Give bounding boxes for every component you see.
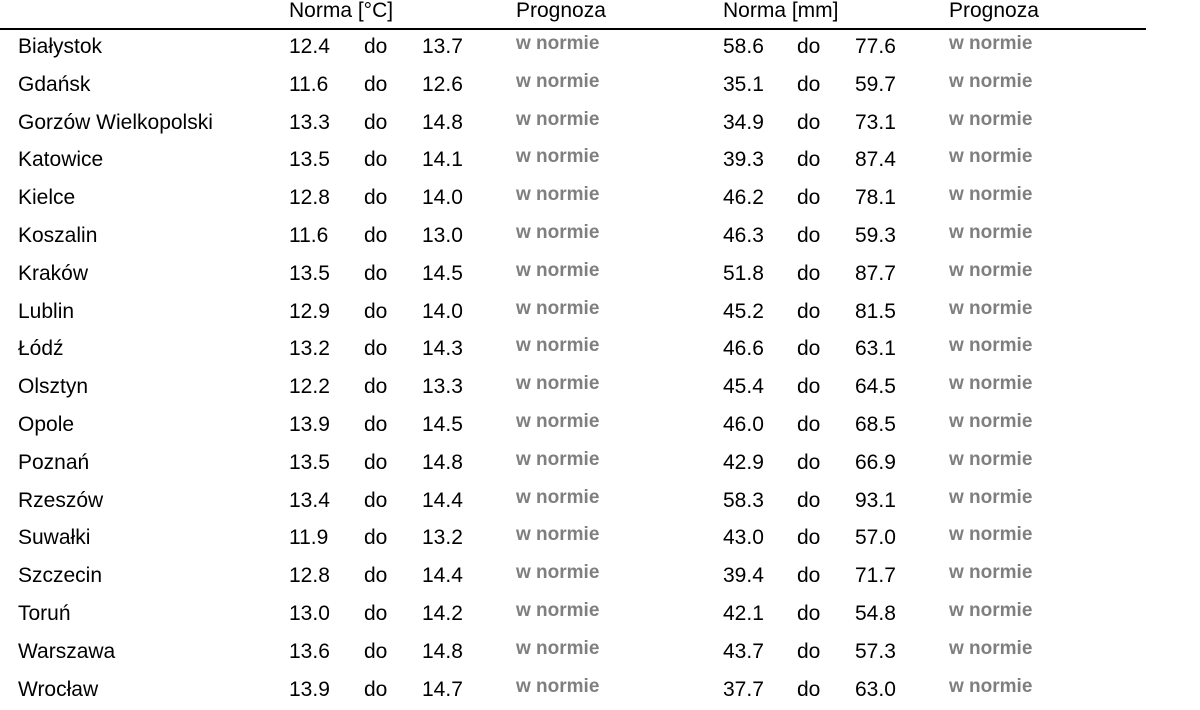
precip-max-cell: 87.4 xyxy=(855,148,896,172)
table-row xyxy=(0,143,1200,181)
temp-max-cell: 14.8 xyxy=(422,639,463,663)
precip-min-cell: 58.6 xyxy=(723,35,764,58)
table-row xyxy=(0,68,1200,106)
precip-forecast-cell: w normie xyxy=(949,335,1033,357)
city-cell: Gorzów Wielkopolski xyxy=(18,110,213,134)
city-cell: Suwałki xyxy=(18,526,91,550)
temp-min-cell: 13.5 xyxy=(289,148,330,172)
temp-separator: do xyxy=(364,677,388,701)
precip-max-cell: 81.5 xyxy=(855,299,896,323)
table-row xyxy=(0,332,1200,370)
temp-min-cell: 13.6 xyxy=(289,639,330,663)
temp-max-cell: 14.1 xyxy=(422,148,463,172)
precip-min-cell: 45.2 xyxy=(723,299,764,323)
table-row xyxy=(0,181,1200,219)
temp-forecast-cell: w normie xyxy=(516,637,600,659)
temp-forecast-cell: w normie xyxy=(516,562,600,584)
city-cell: Warszawa xyxy=(18,639,116,663)
precip-forecast-cell: w normie xyxy=(949,448,1033,470)
precip-min-cell: 58.3 xyxy=(723,488,764,512)
table-row xyxy=(0,219,1200,257)
precip-min-cell: 46.0 xyxy=(723,413,764,436)
precip-min-cell: 35.1 xyxy=(723,72,764,96)
temp-max-cell: 14.8 xyxy=(422,450,463,474)
precip-max-cell: 57.3 xyxy=(855,639,896,663)
city-cell: Toruń xyxy=(18,602,71,625)
precip-forecast-cell: w normie xyxy=(949,297,1033,319)
precip-separator: do xyxy=(797,639,821,663)
precip-forecast-cell: w normie xyxy=(949,259,1033,281)
city-cell: Lublin xyxy=(18,299,75,323)
precip-forecast-cell: w normie xyxy=(949,486,1033,508)
temp-separator: do xyxy=(364,186,388,210)
table-row xyxy=(0,673,1200,710)
precip-max-cell: 68.5 xyxy=(855,413,896,436)
temp-forecast-cell: w normie xyxy=(516,33,600,54)
table-row xyxy=(0,295,1200,333)
temp-min-cell: 13.0 xyxy=(289,602,330,625)
precip-min-cell: 43.7 xyxy=(723,639,764,663)
precip-forecast-cell: w normie xyxy=(949,524,1033,546)
temp-separator: do xyxy=(364,602,388,625)
city-cell: Białystok xyxy=(18,35,103,58)
city-cell: Koszalin xyxy=(18,224,98,247)
temp-min-cell: 13.5 xyxy=(289,450,330,474)
precip-max-cell: 73.1 xyxy=(855,110,896,134)
table-header xyxy=(0,0,1146,30)
table-row xyxy=(0,484,1200,522)
precip-separator: do xyxy=(797,224,821,247)
city-cell: Katowice xyxy=(18,148,104,172)
temp-forecast-cell: w normie xyxy=(516,297,600,319)
temp-separator: do xyxy=(364,72,388,96)
table-row xyxy=(0,597,1200,635)
table-row xyxy=(0,446,1200,484)
temp-min-cell: 11.6 xyxy=(289,224,329,247)
temp-forecast-cell: w normie xyxy=(516,486,600,508)
precip-forecast-cell: w normie xyxy=(949,675,1033,697)
precip-max-cell: 77.6 xyxy=(855,35,896,58)
table-row xyxy=(0,521,1200,559)
precip-separator: do xyxy=(797,488,821,512)
precip-forecast-cell: w normie xyxy=(949,33,1033,54)
precip-max-cell: 78.1 xyxy=(855,186,896,210)
precip-separator: do xyxy=(797,450,821,474)
precip-min-cell: 34.9 xyxy=(723,110,764,134)
temp-separator: do xyxy=(364,299,388,323)
temp-min-cell: 12.2 xyxy=(289,375,330,399)
temp-forecast-cell: w normie xyxy=(516,184,600,206)
header-precip-norm: Norma [mm] xyxy=(723,0,839,22)
precip-max-cell: 57.0 xyxy=(855,526,896,550)
table-row xyxy=(0,106,1200,144)
city-cell: Olsztyn xyxy=(18,375,89,399)
temp-forecast-cell: w normie xyxy=(516,373,600,395)
temp-separator: do xyxy=(364,148,388,172)
precip-max-cell: 59.7 xyxy=(855,72,896,96)
precip-separator: do xyxy=(797,110,821,134)
temp-separator: do xyxy=(364,564,388,588)
precip-forecast-cell: w normie xyxy=(949,600,1033,621)
precip-min-cell: 39.3 xyxy=(723,148,764,172)
precip-min-cell: 37.7 xyxy=(723,677,764,701)
temp-forecast-cell: w normie xyxy=(516,675,600,697)
temp-max-cell: 13.2 xyxy=(422,526,463,550)
precip-min-cell: 51.8 xyxy=(723,261,764,285)
temp-separator: do xyxy=(364,488,388,512)
precip-separator: do xyxy=(797,337,821,361)
precip-forecast-cell: w normie xyxy=(949,70,1033,92)
temp-forecast-cell: w normie xyxy=(516,335,600,357)
precip-max-cell: 66.9 xyxy=(855,450,896,474)
temp-min-cell: 12.8 xyxy=(289,564,330,588)
city-cell: Szczecin xyxy=(18,564,103,588)
precip-separator: do xyxy=(797,72,821,96)
table-row xyxy=(0,559,1200,597)
precip-min-cell: 42.9 xyxy=(723,450,764,474)
city-cell: Wrocław xyxy=(18,677,99,701)
temp-max-cell: 12.6 xyxy=(422,72,463,96)
precip-max-cell: 64.5 xyxy=(855,375,896,399)
city-cell: Łódź xyxy=(18,337,64,361)
precip-separator: do xyxy=(797,413,821,436)
precip-forecast-cell: w normie xyxy=(949,562,1033,584)
precip-min-cell: 39.4 xyxy=(723,564,764,588)
city-cell: Gdańsk xyxy=(18,72,91,96)
table-row xyxy=(0,30,1200,68)
temp-forecast-cell: w normie xyxy=(516,411,600,432)
precip-separator: do xyxy=(797,35,821,58)
temp-separator: do xyxy=(364,224,388,247)
city-cell: Poznań xyxy=(18,450,90,474)
precip-max-cell: 93.1 xyxy=(855,488,896,512)
table-row xyxy=(0,635,1200,673)
temp-min-cell: 13.5 xyxy=(289,261,330,285)
temp-max-cell: 14.4 xyxy=(422,564,463,588)
precip-max-cell: 71.7 xyxy=(855,564,896,588)
precip-max-cell: 63.1 xyxy=(855,337,896,361)
precip-min-cell: 46.3 xyxy=(723,224,764,247)
precip-separator: do xyxy=(797,602,821,625)
temp-forecast-cell: w normie xyxy=(516,222,600,243)
precip-separator: do xyxy=(797,677,821,701)
temp-max-cell: 13.7 xyxy=(422,35,463,58)
temp-min-cell: 11.6 xyxy=(289,72,329,96)
precip-forecast-cell: w normie xyxy=(949,222,1033,243)
precip-separator: do xyxy=(797,375,821,399)
temp-max-cell: 13.3 xyxy=(422,375,463,399)
temp-min-cell: 12.8 xyxy=(289,186,330,210)
temp-min-cell: 11.9 xyxy=(289,526,329,550)
temp-forecast-cell: w normie xyxy=(516,70,600,92)
city-cell: Rzeszów xyxy=(18,488,104,512)
temp-max-cell: 14.2 xyxy=(422,602,463,625)
temp-max-cell: 14.3 xyxy=(422,337,463,361)
temp-forecast-cell: w normie xyxy=(516,146,600,168)
temp-min-cell: 13.9 xyxy=(289,413,330,436)
precip-min-cell: 43.0 xyxy=(723,526,764,550)
temp-max-cell: 14.5 xyxy=(422,413,463,436)
temp-max-cell: 14.0 xyxy=(422,186,463,210)
precip-min-cell: 46.2 xyxy=(723,186,764,210)
temp-min-cell: 12.4 xyxy=(289,35,330,58)
temp-max-cell: 13.0 xyxy=(422,224,463,247)
temp-separator: do xyxy=(364,110,388,134)
temp-max-cell: 14.8 xyxy=(422,110,463,134)
temp-separator: do xyxy=(364,261,388,285)
temp-max-cell: 14.5 xyxy=(422,261,463,285)
temp-min-cell: 13.3 xyxy=(289,110,330,134)
city-cell: Kraków xyxy=(18,261,89,285)
precip-max-cell: 54.8 xyxy=(855,602,896,625)
precip-separator: do xyxy=(797,148,821,172)
temp-min-cell: 13.2 xyxy=(289,337,330,361)
header-precip-forecast: Prognoza xyxy=(949,0,1039,22)
temp-separator: do xyxy=(364,413,388,436)
temp-max-cell: 14.0 xyxy=(422,299,463,323)
temp-separator: do xyxy=(364,526,388,550)
precip-forecast-cell: w normie xyxy=(949,411,1033,432)
temp-max-cell: 14.7 xyxy=(422,677,463,701)
temp-forecast-cell: w normie xyxy=(516,524,600,546)
temp-min-cell: 13.4 xyxy=(289,488,330,512)
precip-min-cell: 42.1 xyxy=(723,602,764,625)
temp-separator: do xyxy=(364,450,388,474)
header-temp-forecast: Prognoza xyxy=(516,0,606,22)
precip-forecast-cell: w normie xyxy=(949,637,1033,659)
precip-separator: do xyxy=(797,299,821,323)
temp-max-cell: 14.4 xyxy=(422,488,463,512)
precip-separator: do xyxy=(797,186,821,210)
temp-forecast-cell: w normie xyxy=(516,600,600,621)
precip-max-cell: 59.3 xyxy=(855,224,896,247)
header-temp-norm: Norma [°C] xyxy=(289,0,394,22)
table-row xyxy=(0,408,1200,446)
temp-separator: do xyxy=(364,639,388,663)
temp-forecast-cell: w normie xyxy=(516,108,600,130)
precip-forecast-cell: w normie xyxy=(949,108,1033,130)
temp-min-cell: 12.9 xyxy=(289,299,330,323)
city-cell: Opole xyxy=(18,413,75,436)
precip-max-cell: 87.7 xyxy=(855,261,896,285)
city-cell: Kielce xyxy=(18,186,76,210)
temp-separator: do xyxy=(364,375,388,399)
temp-min-cell: 13.9 xyxy=(289,677,330,701)
precip-min-cell: 46.6 xyxy=(723,337,764,361)
table-row xyxy=(0,370,1200,408)
precip-forecast-cell: w normie xyxy=(949,373,1033,395)
table-row xyxy=(0,257,1200,295)
temp-forecast-cell: w normie xyxy=(516,448,600,470)
precip-separator: do xyxy=(797,564,821,588)
precip-max-cell: 63.0 xyxy=(855,677,896,701)
temp-forecast-cell: w normie xyxy=(516,259,600,281)
temp-separator: do xyxy=(364,337,388,361)
temp-separator: do xyxy=(364,35,388,58)
precip-separator: do xyxy=(797,526,821,550)
precip-forecast-cell: w normie xyxy=(949,184,1033,206)
precip-forecast-cell: w normie xyxy=(949,146,1033,168)
precip-min-cell: 45.4 xyxy=(723,375,764,399)
precip-separator: do xyxy=(797,261,821,285)
